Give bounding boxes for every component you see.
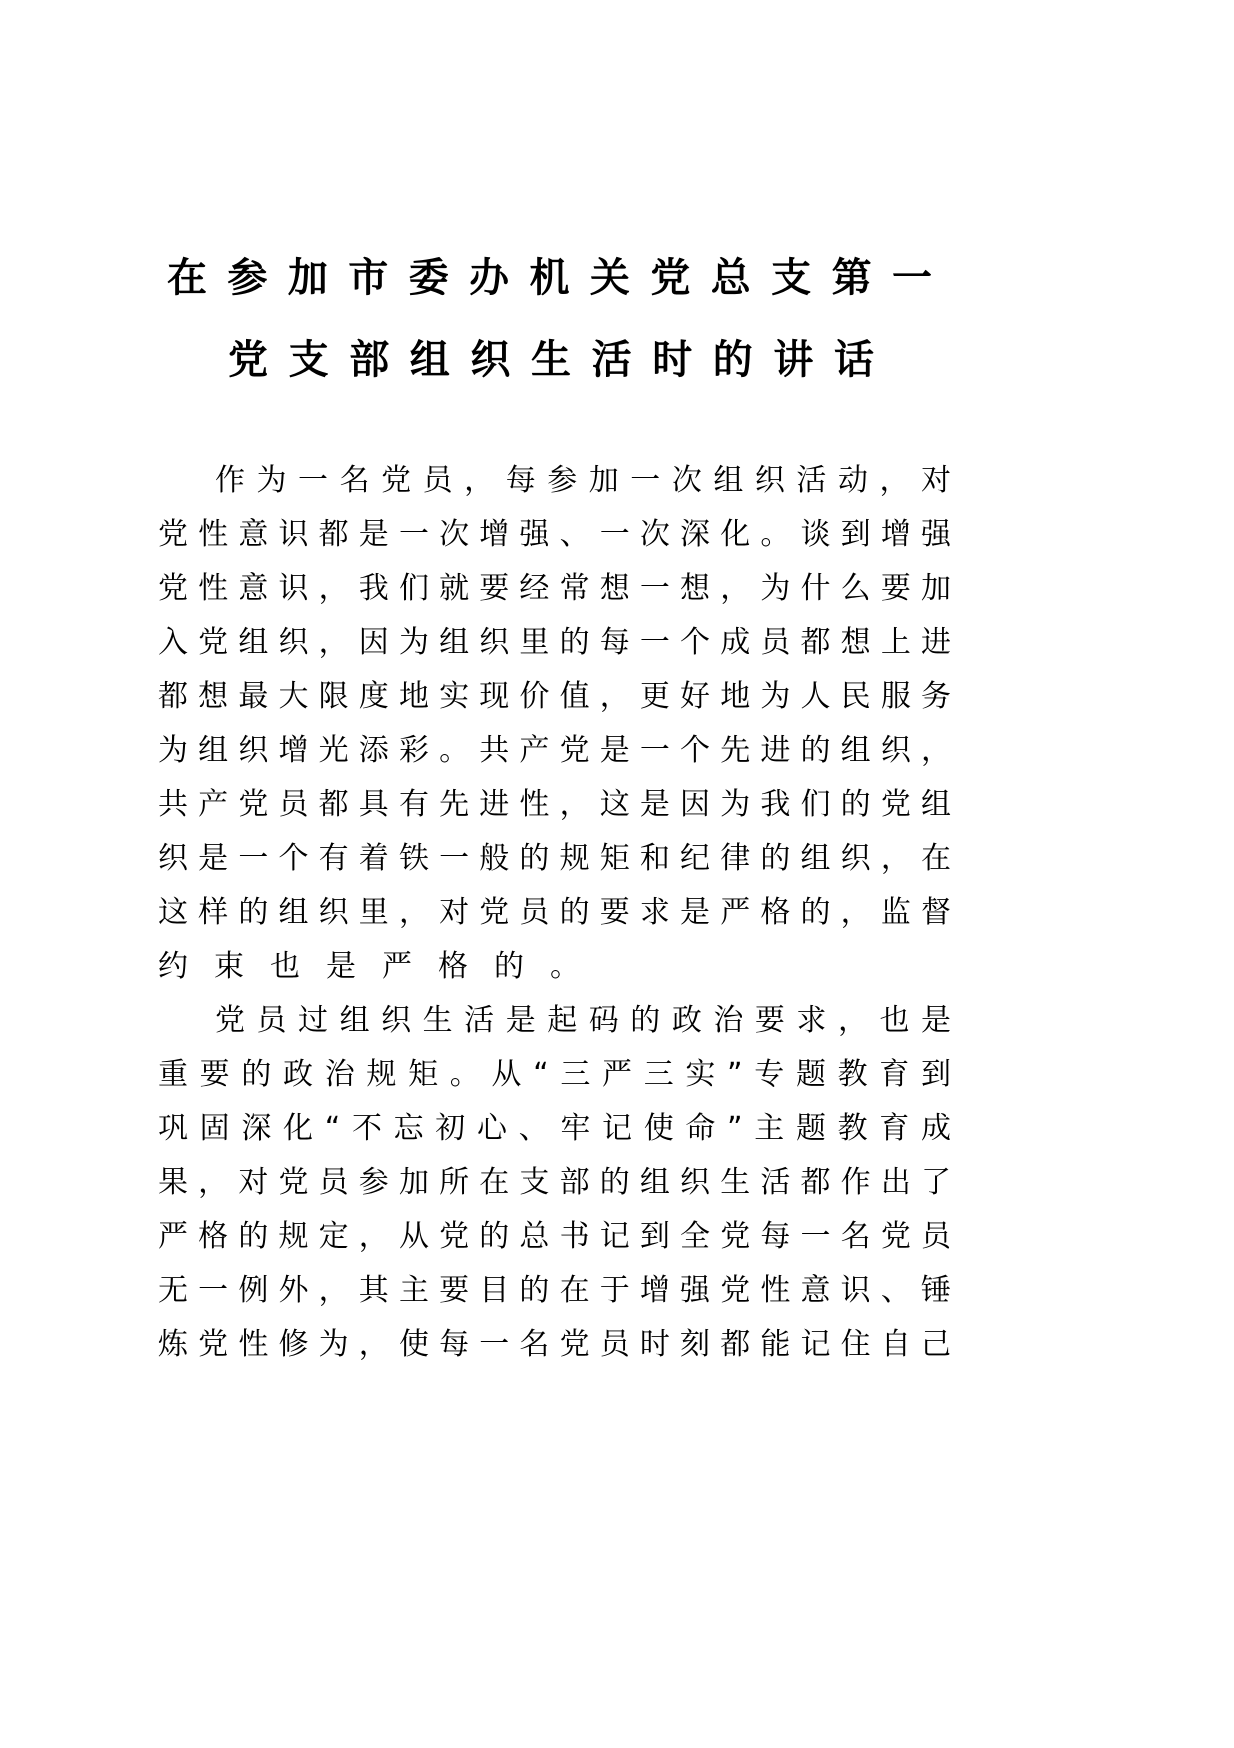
document-title-line-1: 在参加市委办机关党总支第一: [167, 255, 932, 301]
text-line: 党性意识都是一次增强、一次深化。谈到增强: [158, 517, 951, 552]
document-title-line-2: 党支部组织生活时的讲话: [228, 337, 874, 383]
text-line: 党员过组织生活是起码的政治要求，也是: [215, 1003, 951, 1038]
text-line: 党性意识，我们就要经常想一想，为什么要加: [158, 571, 951, 606]
text-line: 织是一个有着铁一般的规矩和纪律的组织，在: [158, 841, 951, 876]
text-line: 重要的政治规矩。从“三严三实”专题教育到: [158, 1057, 951, 1092]
text-line: 炼党性修为，使每一名党员时刻都能记住自己: [158, 1327, 951, 1362]
text-line: 作为一名党员，每参加一次组织活动，对: [215, 463, 951, 498]
text-line: 为组织增光添彩。共产党是一个先进的组织，: [158, 733, 951, 768]
text-line: 都想最大限度地实现价值，更好地为人民服务: [158, 679, 951, 714]
text-line: 入党组织，因为组织里的每一个成员都想上进: [158, 625, 951, 660]
text-line: 约束也是严格的。: [158, 949, 606, 984]
text-line: 无一例外，其主要目的在于增强党性意识、锤: [158, 1273, 951, 1308]
text-line: 这样的组织里，对党员的要求是严格的，监督: [158, 895, 951, 930]
text-line: 共产党员都具有先进性，这是因为我们的党组: [158, 787, 951, 822]
text-line: 果，对党员参加所在支部的组织生活都作出了: [158, 1165, 951, 1200]
text-line: 严格的规定，从党的总书记到全党每一名党员: [158, 1219, 951, 1254]
text-line: 巩固深化“不忘初心、牢记使命”主题教育成: [158, 1111, 951, 1146]
